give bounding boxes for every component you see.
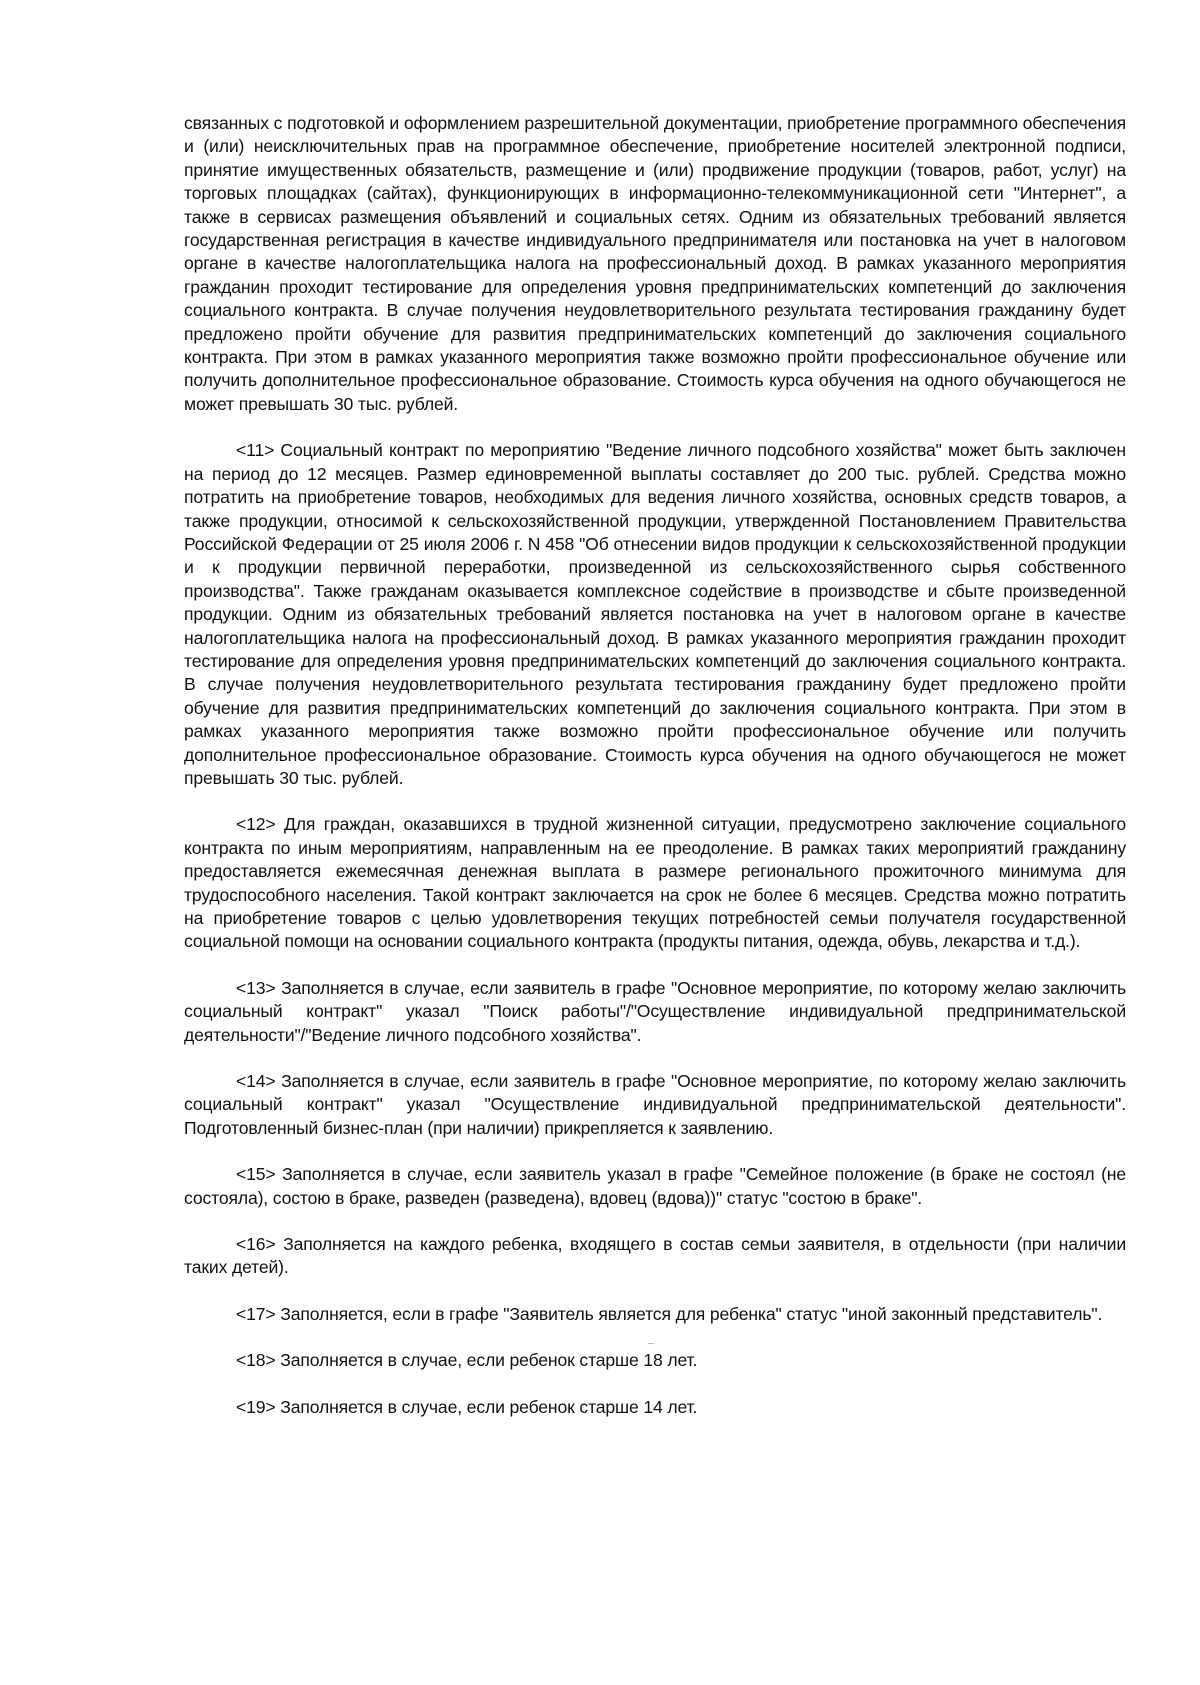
footnote-14: <14> Заполняется в случае, если заявитель в графе "Основное мероприятие, по которому желаю заключить социальный контракт" указал "Осуществление индивидуальной предпринимательской деятельности". Подготовленный бизнес-план (при наличии) прикрепляется к заявлению.	[184, 1071, 1126, 1138]
footnote-13: <13> Заполняется в случае, если заявитель в графе "Основное мероприятие, по которому желаю заключить социальный контракт" указал "Поиск работы"/"Осуществление индивидуальной предпринимательской деятельности"/"Ведение личного подсобного хозяйства".	[184, 977, 1126, 1045]
footnote-17: <17> Заполняется, если в графе "Заявитель является для ребенка" статус "иной законный представитель".	[236, 1303, 1103, 1324]
footnote-16: <16> Заполняется на каждого ребенка, входящего в состав семьи заявителя, в отдельности (при наличии таких детей).	[184, 1234, 1126, 1278]
scan-speck	[648, 1343, 654, 1344]
footnote-19: <19> Заполняется в случае, если ребенок старше 14 лет.	[236, 1396, 698, 1417]
footnote-11: <11> Социальный контракт по мероприятию "Ведение личного подсобного хозяйства" может быть заключен на период до 12 месяцев. Размер единовременной выплаты составляет до 200 тыс. рублей. Средства можно потратить на приобретение товаров, необходимых для ведения личного хозяйства, основных средств товаров, а также продукции, относимой к сельскохозяйственной продукции, утвержденной Постановлением Правительства Российской Федерации от 25 июля 2006 г. N 458 "Об отнесении видов продукции к сельскохозяйственной продукции и к продукции первичной переработки, произведенной из сельскохозяйственного сырья собственного производства". Также гражданам оказывается комплексное содействие в производстве и сбыте произведенной продукции. Одним из обязательных требований является постановка на учет в налоговом органе в качестве налогоплательщика налога на профессиональный доход. В рамках указанного мероприятия гражданин проходит тестирование для определения уровня предпринимательских компетенций до заключения социального контракта. В случае получения неудовлетворительного результата тестирования гражданину будет предложено пройти обучение для развития предпринимательских компетенций до заключения социального контракта. При этом в рамках указанного мероприятия также возможно пройти профессиональное обучение или получить дополнительное профессиональное образование. Стоимость курса обучения на одного обучающегося не может превышать 30 тыс. рублей.	[184, 440, 1126, 788]
document-body	[184, 112, 1126, 1442]
paragraph-continuation: связанных с подготовкой и оформлением разрешительной документации, приобретение программного обеспечения и (или) неисключительных прав на программное обеспечение, приобретение носителей электронной подписи, принятие имущественных обязательств, размещение и (или) продвижение продукции (товаров, работ, услуг) на торговых площадках (сайтах), функционирующих в информационно-телекоммуникационной сети "Интернет", а также в сервисах размещения объявлений и социальных сетях. Одним из обязательных требований является государственная регистрация в качестве индивидуального предпринимателя или постановка на учет в налоговом органе в качестве налогоплательщика налога на профессиональный доход. В рамках указанного мероприятия гражданин проходит тестирование для определения уровня предпринимательских компетенций до заключения социального контракта. В случае получения неудовлетворительного результата тестирования гражданину будет предложено пройти обучение для развития предпринимательских компетенций до заключения социального контракта. При этом в рамках указанного мероприятия также возможно пройти профессиональное обучение или получить дополнительное профессиональное образование. Стоимость курса обучения на одного обучающегося не может превышать 30 тыс. рублей.	[184, 113, 1126, 414]
footnote-15: <15> Заполняется в случае, если заявитель указал в графе "Семейное положение (в браке не состоял (не состояла), состою в браке, разведен (разведена), вдовец (вдова))" статус "состою в браке".	[184, 1164, 1126, 1208]
footnote-18: <18> Заполняется в случае, если ребенок старше 18 лет.	[236, 1350, 698, 1371]
footnote-12: <12> Для граждан, оказавшихся в трудной жизненной ситуации, предусмотрено заключение социального контракта по иным мероприятиям, направленным на ее преодоление. В рамках таких мероприятий гражданину предоставляется ежемесячная денежная выплата в размере регионального прожиточного минимума для трудоспособного населения. Такой контракт заключается на срок не более 6 месяцев. Средства можно потратить на приобретение товаров с целью удовлетворения текущих потребностей семьи получателя государственной социальной помощи на основании социального контракта (продукты питания, одежда, обувь, лекарства и т.д.).	[184, 814, 1126, 952]
